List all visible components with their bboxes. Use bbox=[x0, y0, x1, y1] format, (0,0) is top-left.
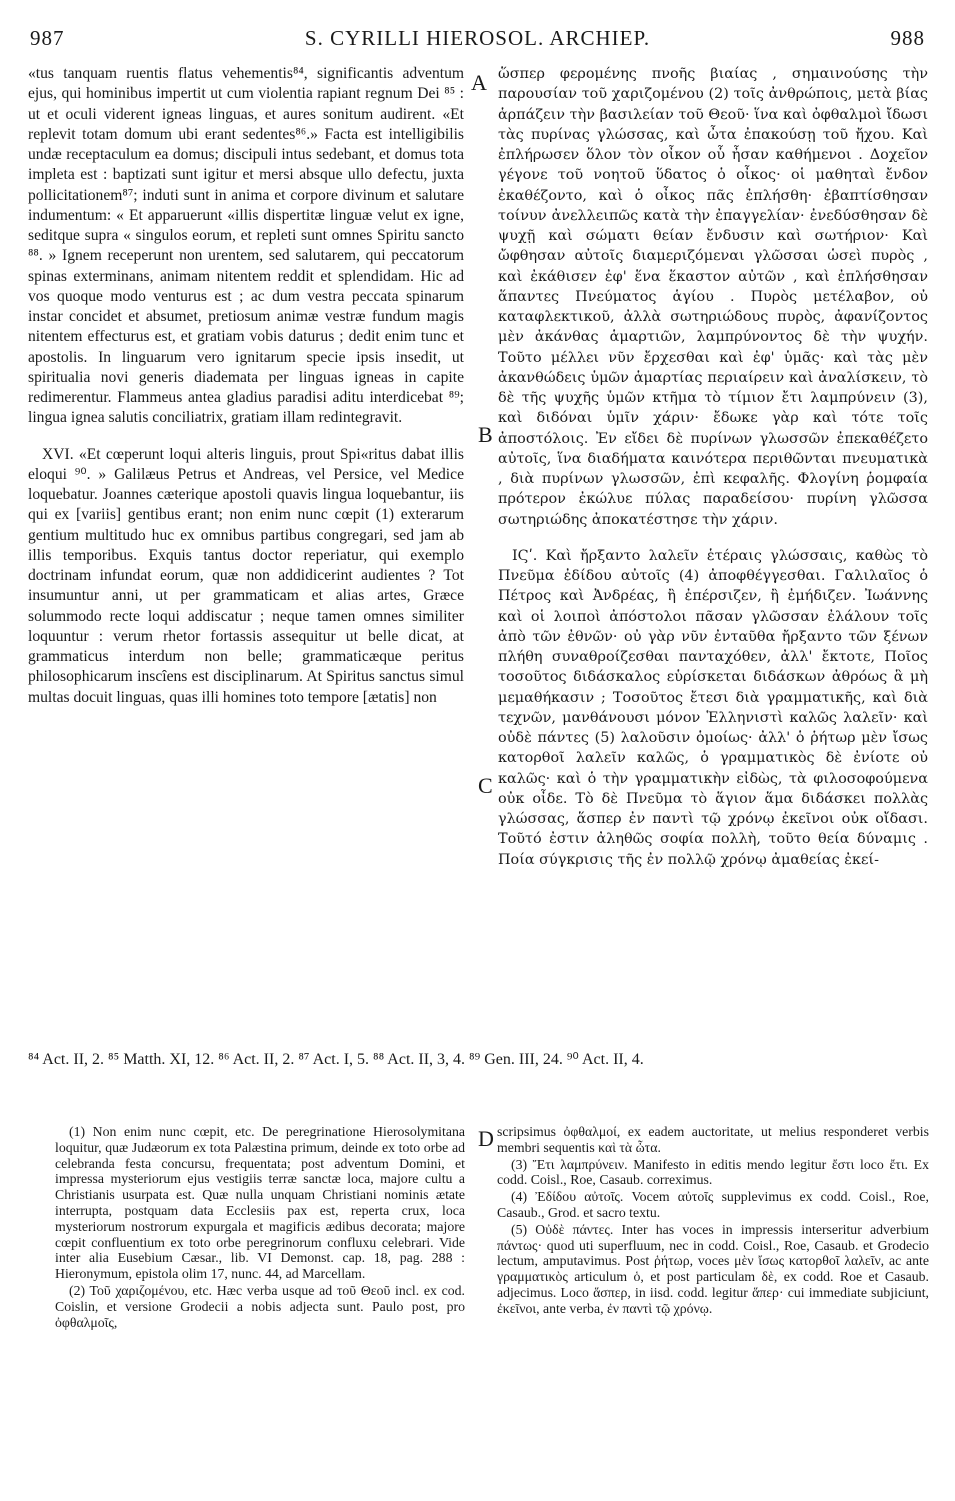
note: (2) Τοῦ χαριζομένου, etc. Hæc verba usque ad τοῦ Θεοῦ incl. ex cod. Coislin, et versione Grodecii a nobis adjecta sunt. Paulo post, pro ὀφθαλμοῖς, bbox=[55, 1282, 465, 1330]
latin-paragraph: «tus tanquam ruentis flatus vehementis⁸⁴, significantis adventum ejus, qui hominibus impertit ut cum violentia rapiant regnum Dei ⁸⁵ : ut et oculi viderent igneas linguas, et aures sonitum audirent. «Et replevit totam domum ubi erant sedentes⁸⁶.» Facta est intelligibilis undæ receptaculum ea domus; discipuli intus sedebant, et domus tota impleta est : baptizati sunt igitur et mersi absque ullo defectu, juxta pollicitationem⁸⁷; induti sunt in anima et corpore divinum et salutare indumentum: « Et apparuerunt «illis dispertitæ linguæ velut ex igne, seditque supra « singulos eorum, et repleti sunt omnes Spiritu sancto ⁸⁸. » Ignem receperunt non urentem, sed salutarem, qui peccatorum spinas exterminans, animam nitentem reddit et splendidam. Hic ad vos quoque modo venturus est ; ac dum vestra peccata spinarum instar concidet et absumet, pretiosum animæ vestræ fundum magis nitentem effecturus est, et gratiam vobis daturus ; dedit enim tunc et apostolis. In linguarum vero ignitarum specie ipsis insedit, ut spiritualia novi generis diademata per linguas igneas in capite redimerentur. Flammeus antea gladius paradisi aditu interdicebat ⁸⁹; lingua ignea salutis conciliatrix, gratiam illam redintegravit. bbox=[28, 65, 464, 427]
running-title: S. CYRILLI HIEROSOL. ARCHIEP. bbox=[304, 26, 651, 50]
latin-paragraph: XVI. «Et cœperunt loqui alteris linguis, prout Spi«ritus dabat illis eloqui ⁹⁰. » Galilæus Petrus et Andreas, vel Persice, vel Medice loquebatur. Joannes cæterique apostoli quavis lingua loquebantur, iis qui ex [variis] gentibus erant; non enim nunc cœpit (1) exterarum gentium multitudo huc ex omnibus partibus congregari, sed jam ab illis temporibus. Exquis tantus doctor reperiatur, qui exemplo doctrinam infundat eorum, quæ non addidicerint audientes ? Tot insumuntur anni, ut per grammaticam et alias artes, Græce solummodo recte loqui addiscatur ; neque tamen omnes similiter loquuntur : verum rhetor fortassis assequitur ut belle dicat, at grammaticus interdum non belle; grammaticæque peritus philosophicarum inscîens est disciplinarum. At Spiritus sanctus simul multas docuit linguas, quas illi homines toto tempore [ætatis] non bbox=[28, 445, 464, 706]
notes-right-column bbox=[497, 1124, 929, 1317]
page-number-right: 988 bbox=[890, 26, 925, 50]
latin-column bbox=[28, 64, 464, 708]
greek-paragraph: ΙϚʹ. Καὶ ἤρξαντο λαλεῖν ἑτέραις γλώσσαις, καθὼς τὸ Πνεῦμα ἐδίδου αὐτοῖς (4) ἀποφθέγγεσθαι. Γαλιλαῖος ὁ Πέτρος καὶ Ἀνδρέας, ἢ ἐπέρσιζεν, ἢ ἐμήδιζεν. Ἰωάννης καὶ οἱ λοιποὶ ἀπόστολοι πᾶσαν γλῶσσαν ἐλάλουν τοῖς ἀπὸ τῶν ἐθνῶν· οὐ γὰρ νῦν ἐνταῦθα ἤρξαντο τῶν ξένων πλήθη συναθροίζεσθαι πανταχόθεν, ἀλλ' ἔκτοτε, Ποῖος τοσοῦτος διδάσκαλος εὑρίσκεται διδάσκων ἀθρόως ἃ μὴ μεμαθήκασιν ; Τοσοῦτος ἔτεσι διὰ γραμματικῆς, καὶ διὰ τεχνῶν, μανθάνουσι μόνον Ἑλληνιστὶ καλῶς λαλεῖν· καὶ οὐδὲ πάντες (5) λαλοῦσιν ὁμοίως· ἀλλ' ὁ ῥήτωρ μὲν ἴσως κατορθοῖ λαλεῖν καλῶς, ὁ γραμματικὸς δὲ ἐνίοτε οὐ καλῶς· καὶ ὁ τὴν γραμματικὴν εἰδὼς, τὰ φιλοσοφούμενα οὐκ οἶδε. Τὸ δὲ Πνεῦμα τὸ ἅγιον ἅμα διδάσκει πολλὰς γλώσσας, ἅσπερ ἐν παντὶ τῷ χρόνῳ ἐκεῖνοι οὐκ οἴδασι. Τοῦτό ἐστιν ἀληθῶς σοφία πολλὴ, τοῦτο θεία δύναμις . Ποία σύγκρισις τῆς ἐν πολλῷ χρόνῳ ἀμαθείας ἐκεί- bbox=[498, 547, 928, 868]
note: (1) Non enim nunc cœpit, etc. De peregrinatione Hierosolymitana loquitur, quæ Judæorum ex tota Palæstina primum, deinde ex toto orbe ad celebranda festa concursu, frequentata; post adventum Domini, et impressa mysteriorum ejus vestigiis terræ sanctæ loca, majore cultu a Christianis usurpata est. Quæ nulla unquam Christiani nominis ætate interrupta, postquam data Ecclesiis pax est, reperta crux, loca mysteriorum nostrorum expurgala et magificis ædibus decorata; majore cœpit confluentium ex toto orbe peregrinorum confluxu celebrari. Vide inter alia Eusebium Cæsar., lib. VI Demonst. cap. 18, pag. 288 : Hieronymum, epistola olim 17, nunc. 44, ad Marcellam. bbox=[55, 1124, 465, 1282]
margin-marker-b: B bbox=[478, 422, 493, 447]
margin-marker-a: A bbox=[471, 70, 487, 95]
notes-left-column bbox=[55, 1124, 465, 1330]
greek-column bbox=[498, 64, 928, 870]
note: scripsimus ὀφθαλμοί, ex eadem auctoritate, ut melius responderet verbis membri sequentis καὶ τὰ ὦτα. bbox=[497, 1124, 929, 1155]
margin-marker-c: C bbox=[478, 773, 493, 798]
note: (5) Οὐδὲ πάντες. Inter has voces in impressis interseritur adverbium πάντως· quod uti superfluum, nec in codd. Coisl., Roe, Casaub. et Grodecio lectum, amputavimus. Post ῥήτωρ, voces μὲν ἴσως κατορθοῖ λαλεῖν, ac ante γραμματικὸς articulum ὁ, et post particulam δὲ, ex codd. Roe et Casaub. adjecimus. Loco ἅσπερ, in iisd. codd. legitur ἅπερ· cui immediate subjiciunt, ἐκεῖνοι, ante verba, ἐν παντὶ τῷ χρόνῳ. bbox=[497, 1221, 929, 1316]
note: (4) Ἐδίδου αὐτοῖς. Vocem αὐτοῖς supplevimus ex codd. Coisl., Roe, Casaub., Grod. et sacro textu. bbox=[497, 1189, 929, 1220]
greek-paragraph: ὥσπερ φερομένης πνοῆς βιαίας , σημαινούσης τὴν παρουσίαν τοῦ χαριζομένου (2) τοῖς ἀνθρώποις, μετὰ βίας ἁρπάζειν τὴν βασιλείαν τοῦ Θεοῦ· ἵνα καὶ ὀφθαλμοὶ ἴδωσι τὰς πυρίνας γλώσσας, καὶ ὦτα ἐπακούσῃ τοῦ ἤχου. Καὶ ἐπλήρωσεν ὅλον τὸν οἶκον οὗ ἦσαν καθήμενοι . Δοχεῖον γέγονε τοῦ νοητοῦ ὕδατος ὁ οἶκος· οἱ μαθηταὶ ἔνδον ἐκαθέζοντο, καὶ ὁ οἶκος πᾶς ἐπλήσθη· ἐβαπτίσθησαν τοίνυν ἀνελλειπῶς κατὰ τὴν ἐπαγγελίαν· ἐνεδύσθησαν δὲ ψυχῇ καὶ σώματι θείαν ἔνδυσιν καὶ σωτήριον· Καὶ ὤφθησαν αὐτοῖς διαμεριζόμεναι γλῶσσαι ὡσεὶ πυρὸς , καὶ ἐκάθισεν ἐφ' ἕνα ἕκαστον αὐτῶν , καὶ ἐπλήσθησαν ἅπαντες Πνεύματος ἁγίου . Πυρὸς μετέλαβον, οὐ καταφλεκτικοῦ, ἀλλὰ σωτηριώδους πυρὸς, ἀφανίζοντος μὲν ἀκάνθας ἁμαρτιῶν, λαμπρύνοντος δὲ τὴν ψυχήν. Τοῦτο μέλλει νῦν ἔρχεσθαι καὶ ἐφ' ὑμᾶς· καὶ τὰς μὲν ἀκανθώδεις ὑμῶν ἁμαρτίας περιαίρειν καὶ ἀναλίσκειν, τὸ δὲ τῆς ψυχῆς ὑμῶν κτῆμα τὸ τίμιον ἔτι λαμπρύνειν (3), καὶ διδόναι ὑμῖν χάριν· ἔδωκε γὰρ καὶ τότε τοῖς ἀποστόλοις. Ἐν εἴδει δὲ πυρίνων γλωσσῶν ἐπεκαθέζετο αὐτοῖς, ἵνα διαδήματα καινότερα περιθῶνται πνευματικὰ , διὰ πυρίνων γλωσσῶν, ἐπὶ κεφαλῆς. Φλογίνη ῥομφαία πρότερον ἐκώλυε πύλας παραδείσου· πυρίνη γλῶσσα σωτηριώδης ἀποκατέστησε τὴν χάριν. bbox=[498, 66, 928, 528]
note: (3) Ἔτι λαμπρύνειν. Manifesto in editis mendo legitur ἔστι loco ἔτι. Ex codd. Coisl., Roe, Casaub. correximus. bbox=[497, 1156, 929, 1188]
page-number-left: 987 bbox=[30, 26, 65, 50]
scripture-references: ⁸⁴ Act. II, 2. ⁸⁵ Matth. XI, 12. ⁸⁶ Act. II, 2. ⁸⁷ Act. I, 5. ⁸⁸ Act. II, 3, 4. ⁸⁹ Gen. III, 24. ⁹⁰ Act. II, 4. bbox=[28, 1051, 644, 1068]
running-header bbox=[30, 26, 925, 58]
margin-marker-d: D bbox=[478, 1126, 494, 1151]
